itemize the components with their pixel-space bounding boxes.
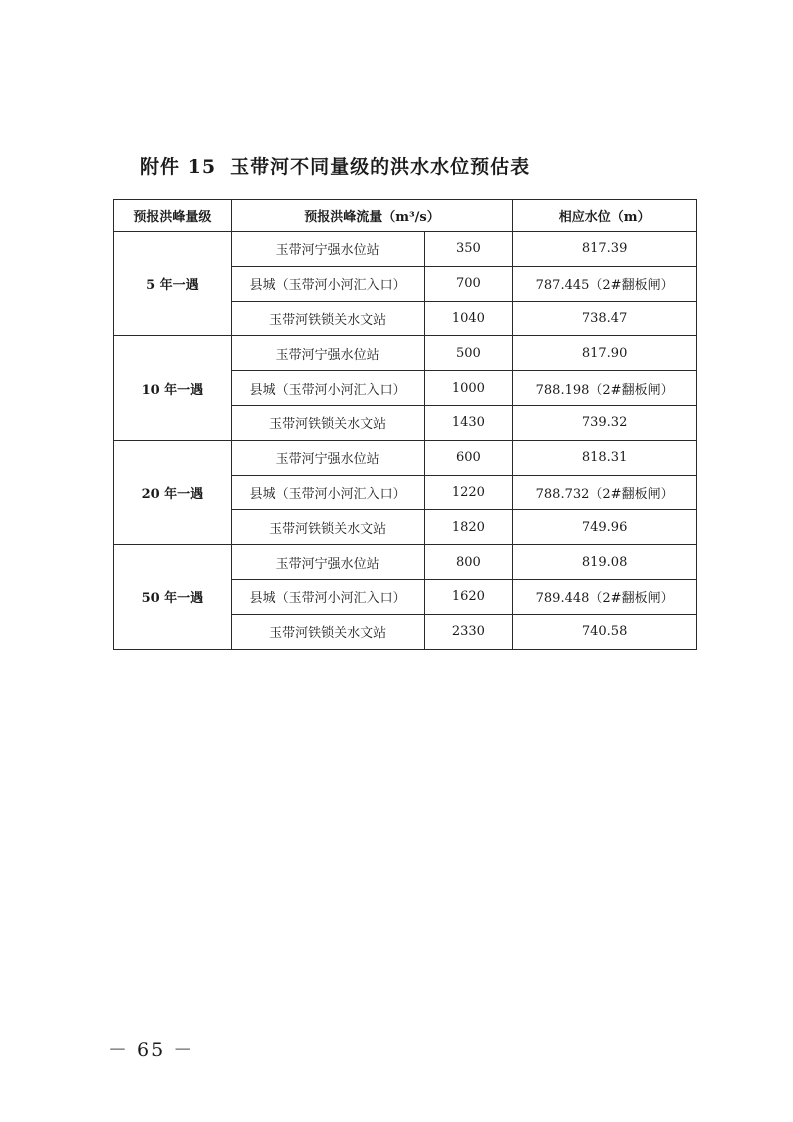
station-cell: 玉带河铁锁关水文站 bbox=[231, 510, 424, 545]
station-cell: 县城（玉带河小河汇入口） bbox=[231, 579, 424, 614]
table-row bbox=[114, 545, 697, 580]
station-cell: 县城（玉带河小河汇入口） bbox=[231, 475, 424, 510]
return-period-cell: 5 年一遇 bbox=[114, 232, 232, 336]
flow-cell: 350 bbox=[424, 232, 513, 267]
water-level-cell: 738.47 bbox=[513, 301, 697, 336]
flow-cell: 2330 bbox=[424, 614, 513, 649]
water-level-cell: 819.08 bbox=[513, 545, 697, 580]
flow-cell: 1220 bbox=[424, 475, 513, 510]
table-header-row bbox=[114, 200, 697, 232]
station-cell: 玉带河宁强水位站 bbox=[231, 232, 424, 267]
return-period-cell: 50 年一遇 bbox=[114, 545, 232, 649]
flow-cell: 1000 bbox=[424, 371, 513, 406]
table-row bbox=[114, 336, 697, 371]
water-level-cell: 789.448（2#翻板闸） bbox=[513, 579, 697, 614]
table-row bbox=[114, 440, 697, 475]
flow-cell: 1620 bbox=[424, 579, 513, 614]
station-cell: 玉带河宁强水位站 bbox=[231, 440, 424, 475]
header-flood-flow: 预报洪峰流量（m³/s） bbox=[231, 200, 512, 232]
header-water-level: 相应水位（m） bbox=[513, 200, 697, 232]
flow-cell: 1820 bbox=[424, 510, 513, 545]
page-title bbox=[140, 152, 530, 179]
flow-cell: 1040 bbox=[424, 301, 513, 336]
return-period-cell: 10 年一遇 bbox=[114, 336, 232, 440]
table-row bbox=[114, 232, 697, 267]
attachment-label: 附件 15 bbox=[140, 156, 217, 178]
water-level-cell: 749.96 bbox=[513, 510, 697, 545]
flow-cell: 700 bbox=[424, 266, 513, 301]
flow-cell: 600 bbox=[424, 440, 513, 475]
station-cell: 玉带河铁锁关水文站 bbox=[231, 614, 424, 649]
water-level-cell: 739.32 bbox=[513, 405, 697, 440]
title-text: 玉带河不同量级的洪水水位预估表 bbox=[230, 156, 531, 178]
station-cell: 县城（玉带河小河汇入口） bbox=[231, 371, 424, 406]
station-cell: 玉带河铁锁关水文站 bbox=[231, 405, 424, 440]
flow-cell: 800 bbox=[424, 545, 513, 580]
station-cell: 县城（玉带河小河汇入口） bbox=[231, 266, 424, 301]
station-cell: 玉带河宁强水位站 bbox=[231, 336, 424, 371]
water-level-cell: 818.31 bbox=[513, 440, 697, 475]
water-level-cell: 788.198（2#翻板闸） bbox=[513, 371, 697, 406]
flow-cell: 1430 bbox=[424, 405, 513, 440]
flow-cell: 500 bbox=[424, 336, 513, 371]
water-level-cell: 740.58 bbox=[513, 614, 697, 649]
return-period-cell: 20 年一遇 bbox=[114, 440, 232, 544]
water-level-cell: 788.732（2#翻板闸） bbox=[513, 475, 697, 510]
station-cell: 玉带河铁锁关水文站 bbox=[231, 301, 424, 336]
water-level-cell: 817.39 bbox=[513, 232, 697, 267]
header-flood-level: 预报洪峰量级 bbox=[114, 200, 232, 232]
page-number: － 65 － bbox=[108, 1039, 195, 1061]
station-cell: 玉带河宁强水位站 bbox=[231, 545, 424, 580]
water-level-cell: 787.445（2#翻板闸） bbox=[513, 266, 697, 301]
water-level-cell: 817.90 bbox=[513, 336, 697, 371]
flood-level-table bbox=[113, 199, 697, 650]
